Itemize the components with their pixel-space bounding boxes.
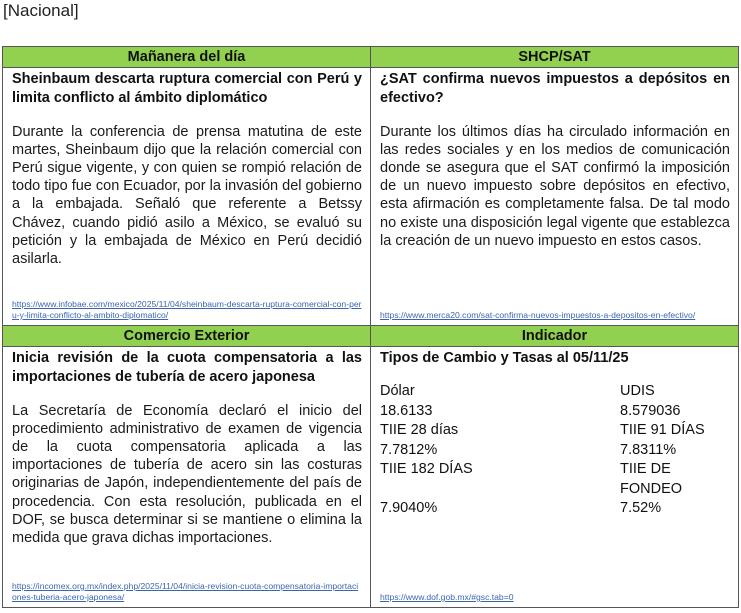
rate-row: [380, 460, 730, 499]
source-link[interactable]: https://incomex.org.mx/index.php/2025/11/04/inicia-revision-cuota-compensatoria-importaciones-tuberia-acero-japonesa/: [12, 581, 359, 602]
rate-row: [380, 441, 730, 461]
news-title: Sheinbaum descarta ruptura comercial con Perú y limita conflicto al ámbito diplomático: [12, 71, 362, 106]
rate-row: [380, 402, 730, 422]
news-title: Inicia revisión de la cuota compensatoria a las importaciones de tubería de acero japonesa: [12, 350, 362, 385]
header-shcp-sat: SHCP/SAT: [371, 47, 739, 68]
rate-value: 8.579036: [620, 402, 681, 419]
rate-label: TIIE 28 días: [380, 422, 459, 438]
news-body: La Secretaría de Economía declaró el inicio del procedimiento administrativo de examen de vigencia de la cuota compensatoria aplicada a las importaciones de tubería de acero sin las costuras originarias de Japón, independientemente del país de procedencia. Con esta resolución, publicada en el DOF, se busca determinar si se mantiene o elimina la medida que grava dichas importaciones.: [12, 402, 362, 546]
cell-comercio-exterior: [3, 347, 371, 608]
rate-value: 7.7812%: [380, 441, 438, 458]
rates-list: [380, 382, 730, 519]
rate-value: 7.52%: [620, 500, 662, 516]
rate-label: TIIE 182 DÍAS: [380, 461, 473, 477]
rate-value: 7.8311%: [620, 441, 677, 458]
rate-row: [380, 382, 730, 402]
cell-shcp-sat: [371, 68, 739, 326]
news-body: Durante los últimos días ha circulado información en las redes sociales y en los medios de comunicación donde se asegura que el SAT confirmó la imposición de un nuevo impuesto sobre depósitos en efectivo, esta afirmación es completamente falsa. De tal modo no existe una disposición legal vigente que establezca la creación de un nuevo impuesto en estos casos.: [380, 123, 730, 249]
cell-indicador: [371, 347, 739, 608]
source-link[interactable]: https://www.dof.gob.mx/#gsc.tab=0: [380, 592, 514, 602]
rate-row: [380, 499, 730, 519]
header-indicador: Indicador: [371, 326, 739, 347]
source-link[interactable]: https://www.merca20.com/sat-confirma-nuevos-impuestos-a-depositos-en-efectivo/: [380, 310, 696, 320]
news-title: ¿SAT confirma nuevos impuestos a depósitos en efectivo?: [380, 71, 730, 106]
rate-label: TIIE 91 DÍAS: [620, 422, 705, 438]
rate-label: Dólar: [380, 383, 415, 399]
section-label: [Nacional]: [3, 1, 79, 20]
header-comercio-exterior: Comercio Exterior: [3, 326, 371, 347]
indicator-title: Tipos de Cambio y Tasas al 05/11/25: [380, 350, 629, 366]
cell-mananera: [3, 68, 371, 326]
header-mananera: Mañanera del día: [3, 47, 371, 68]
rate-label: UDIS: [620, 383, 655, 399]
rate-value: 7.9040%: [380, 500, 438, 516]
news-body: Durante la conferencia de prensa matutina de este martes, Sheinbaum dijo que la relación comercial con Perú sigue vigente, y con quien se rompió relación de todo tipo fue con Ecuador, por la invasión del gobierno a la embajada. Señaló que referente a Betssy Chávez, cuando pidió asilo a México, se evaluó su petición y la embajada de México en Perú decidió asilarla.: [12, 123, 362, 267]
source-link[interactable]: https://www.infobae.com/mexico/2025/11/04/sheinbaum-descarta-ruptura-comercial-con-peru-y-limita-conflicto-al-ambito-diplomatico/: [12, 299, 362, 320]
rate-row: [380, 421, 730, 441]
rate-label: TIIE DE FONDEO: [620, 461, 683, 497]
news-grid: [2, 46, 739, 608]
rate-value: 18.6133: [380, 402, 433, 419]
